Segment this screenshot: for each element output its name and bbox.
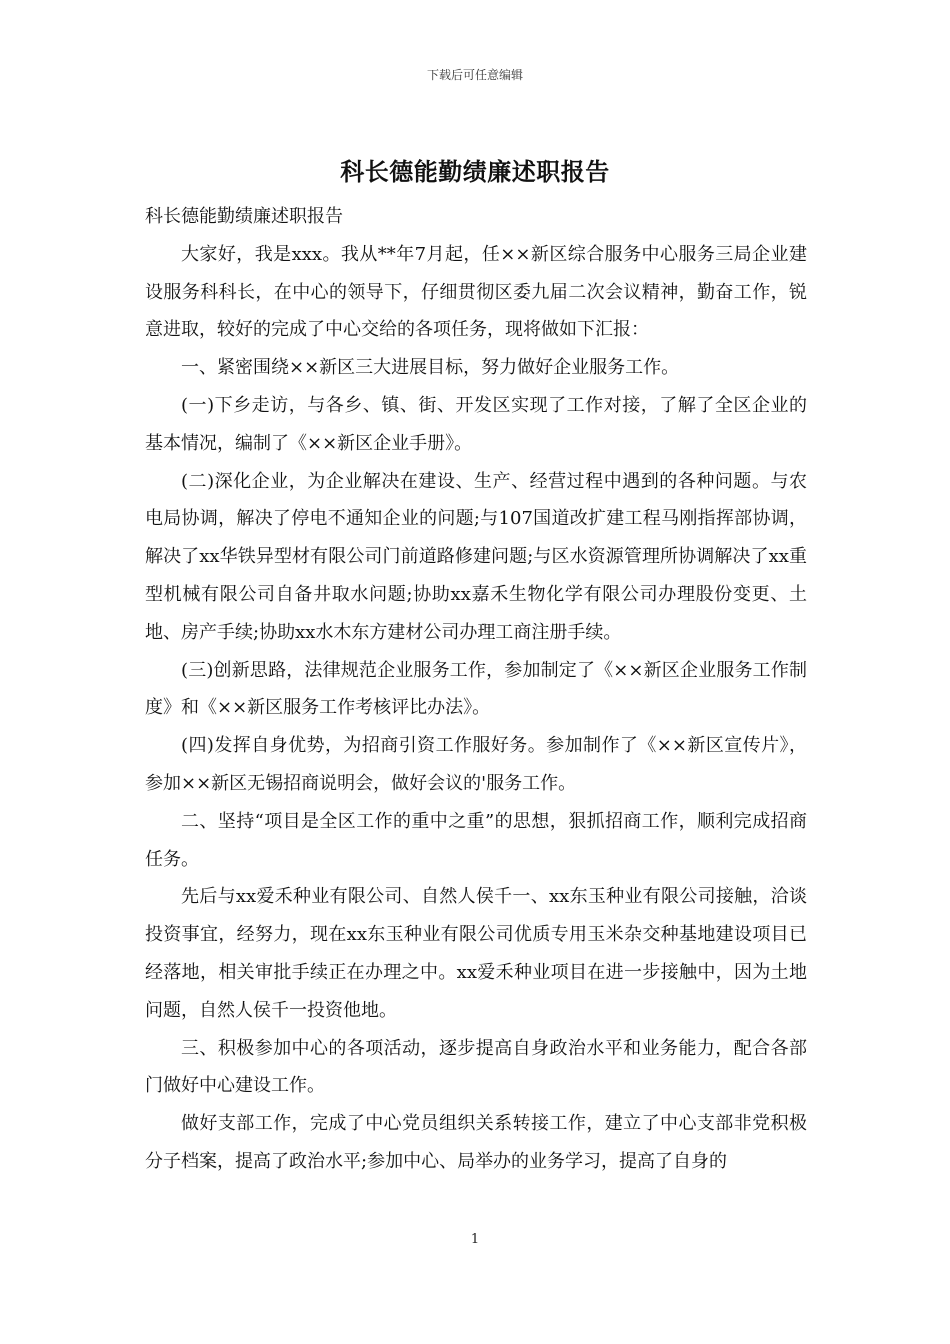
paragraph-item-2: (二)深化企业，为企业解决在建设、生产、经营过程中遇到的各种问题。与农电局协调，解决了停电不通知企业的问题;与107国道改扩建工程马刚指挥部协调，解决了xx华铁异型材有限公司门前道路修建问题;与区水资源管理所协调解决了xx重型机械有限公司自备井取水问题;协助xx嘉禾生物化学有限公司办理股份变更、土地、房产手续;协助xx水木东方建材公司办理工商注册手续。: [145, 470, 807, 643]
paragraph-item-3: (三)创新思路，法律规范企业服务工作，参加制定了《××新区企业服务工作制度》和《××新区服务工作考核评比办法》。: [145, 659, 807, 719]
document-subtitle: 科长德能勤绩廉述职报告: [145, 206, 343, 227]
document-body: [145, 198, 807, 1181]
paragraph-item-4: (四)发挥自身优势，为招商引资工作服好务。参加制作了《××新区宣传片》，参加××新区无锡招商说明会，做好会议的'服务工作。: [145, 735, 807, 794]
page-number: 1: [470, 1232, 480, 1247]
header-note: 下载后可任意编辑: [426, 68, 523, 82]
paragraph-section-1: 一、紧密围绕××新区三大进展目标，努力做好企业服务工作。: [181, 357, 680, 379]
paragraph-investment: 先后与xx爱禾种业有限公司、自然人侯千一、xx东玉种业有限公司接触，洽谈投资事宜，经努力，现在xx东玉种业有限公司优质专用玉米杂交种基地建设项目已经落地，相关审批手续正在办理之中。xx爱禾种业项目在进一步接触中，因为土地问题，自然人侯千一投资他地。: [145, 886, 807, 1021]
paragraph-section-3: 三、积极参加中心的各项活动，逐步提高自身政治水平和业务能力，配合各部门做好中心建设工作。: [145, 1037, 807, 1097]
document-title: 科长德能勤绩廉述职报告: [340, 157, 610, 186]
paragraph-intro: 大家好，我是xxx。我从**年7月起，任××新区综合服务中心服务三局企业建设服务科科长，在中心的领导下，仔细贯彻区委九届二次会议精神，勤奋工作，锐意进取，较好的完成了中心交给的各项任务，现将做如下汇报：: [145, 243, 807, 341]
paragraph-item-1: (一)下乡走访，与各乡、镇、街、开发区实现了工作对接，了解了全区企业的基本情况，编制了《××新区企业手册》。: [145, 394, 807, 454]
paragraph-section-2: 二、坚持“项目是全区工作的重中之重”的思想，狠抓招商工作，顺利完成招商任务。: [145, 810, 807, 870]
paragraph-party-work: 做好支部工作，完成了中心党员组织关系转接工作，建立了中心支部非党积极分子档案，提高了政治水平;参加中心、局举办的业务学习，提高了自身的: [145, 1113, 807, 1172]
